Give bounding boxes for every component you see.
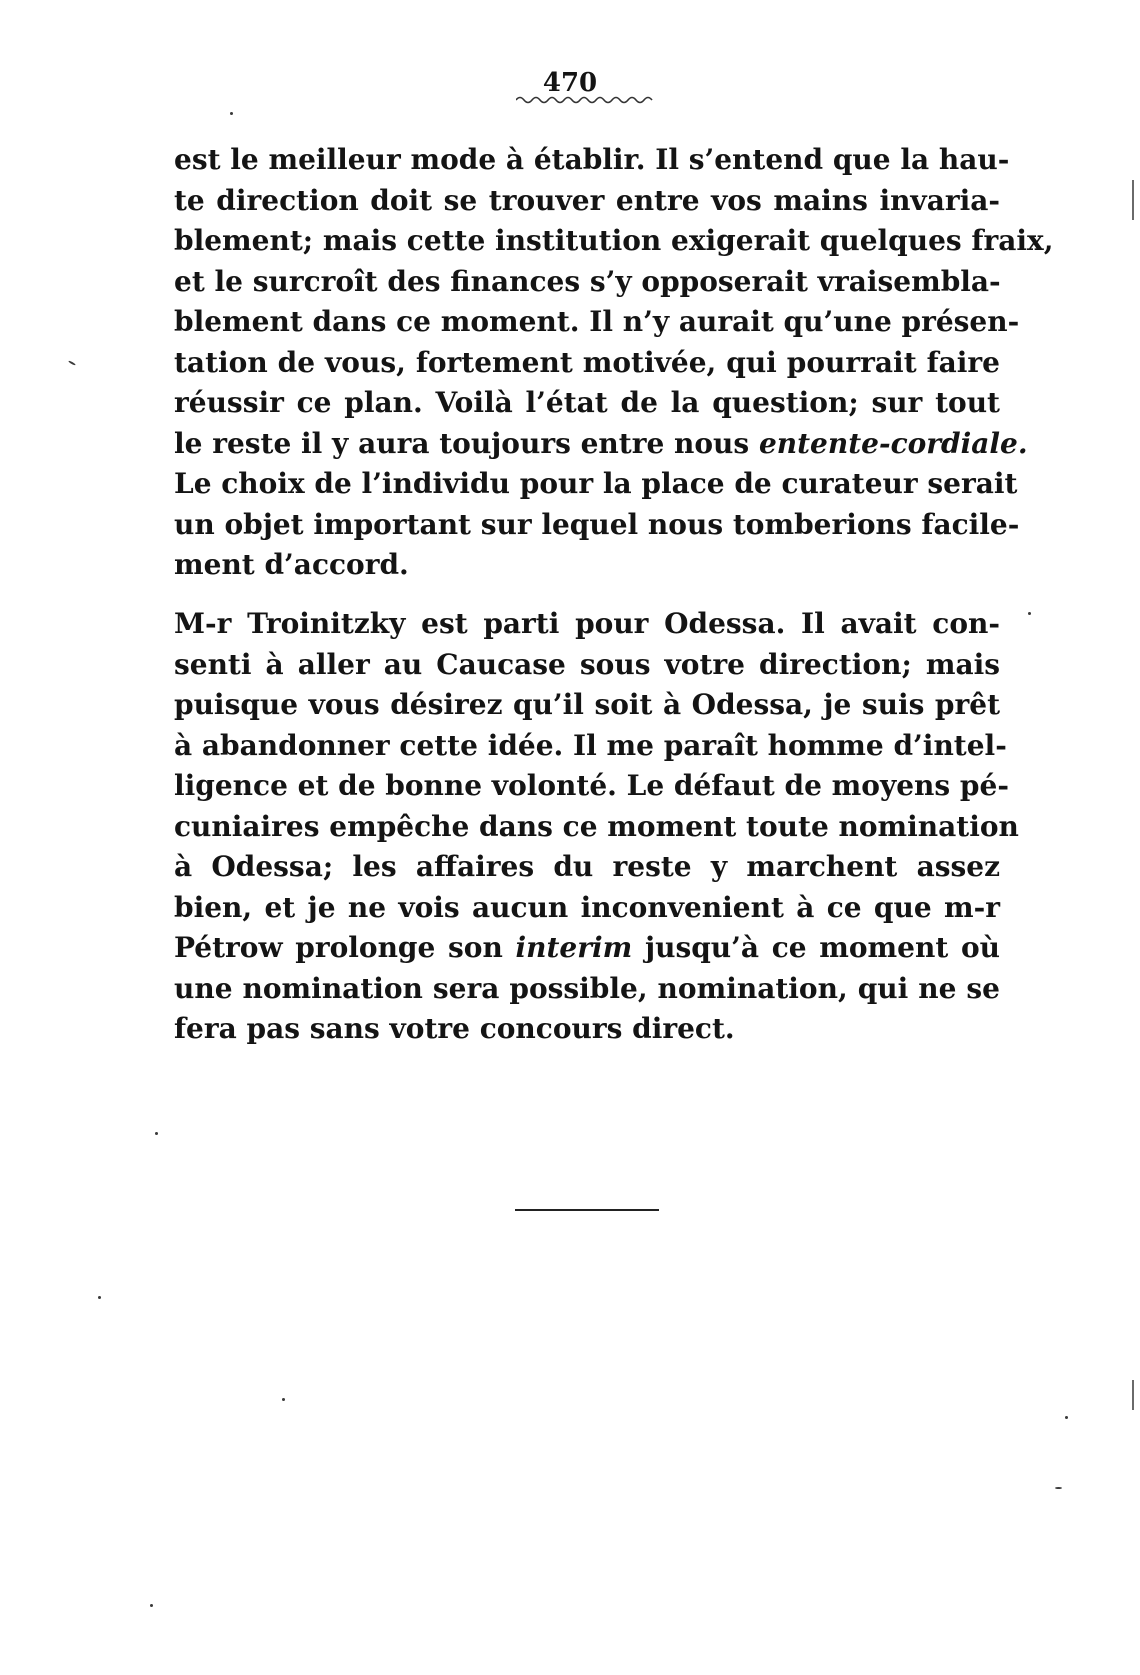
scan-speck <box>1028 612 1031 615</box>
text-line: fera pas sans votre concours direct. <box>174 1012 735 1045</box>
text-line <box>174 928 1000 969</box>
text-line: une nomination sera possible, nomination, qui ne se <box>174 971 1000 1005</box>
italic-phrase: entente-cordiale. <box>758 426 1028 460</box>
scan-edge-mark <box>1132 180 1134 220</box>
text-line: cuniaires empêche dans ce moment toute nomination <box>174 809 1019 843</box>
scan-speck <box>155 1132 158 1135</box>
scan-speck <box>98 1296 101 1299</box>
text-line: bien, et je ne vois aucun inconvenient à ce que m-r <box>174 890 1000 924</box>
scan-speck <box>230 112 233 115</box>
page-number: 470 <box>542 68 598 98</box>
paragraph-two <box>174 604 1019 1050</box>
text-line: tation de vous, fortement motivée, qui pourrait faire <box>174 345 1000 379</box>
text-line: blement dans ce moment. Il n’y aurait qu’une présen- <box>174 305 1020 338</box>
text-line: Le choix de l’individu pour la place de curateur serait <box>174 467 1018 500</box>
scan-speck <box>68 360 76 366</box>
text-line: à Odessa; les affaires du reste y marchent assez <box>174 850 1000 883</box>
scan-speck <box>282 1398 285 1401</box>
text-line: est le meilleur mode à établir. Il s’entend que la hau- <box>174 143 1010 176</box>
text-segment: jusqu’à ce moment où <box>644 931 1000 964</box>
scan-speck <box>1065 1416 1068 1419</box>
text-line: un objet important sur lequel nous tomberions facile- <box>174 507 1020 541</box>
text-line: puisque vous désirez qu’il soit à Odessa, je suis prêt <box>174 688 1000 721</box>
text-line: M-r Troinitzky est parti pour Odessa. Il avait con- <box>174 607 1000 640</box>
scan-speck <box>1055 1487 1062 1489</box>
text-segment: Pétrow prolonge son <box>174 931 503 964</box>
page-number-underline <box>516 94 656 106</box>
section-end-rule <box>515 1209 659 1211</box>
text-line: réussir ce plan. Voilà l’état de la question; sur tout <box>174 386 1000 419</box>
text-line: ligence et de bonne volonté. Le défaut de moyens pé- <box>174 769 1009 802</box>
text-line: senti à aller au Caucase sous votre direction; mais <box>174 647 1000 681</box>
scan-edge-mark <box>1132 1380 1134 1410</box>
paragraph-one <box>174 140 1054 586</box>
text-line: ment d’accord. <box>174 548 409 581</box>
text-line: et le surcroît des finances s’y opposerait vraisembla- <box>174 264 1001 298</box>
text-segment: le reste il y aura toujours entre nous <box>174 426 750 460</box>
text-line: à abandonner cette idée. Il me paraît homme d’intel- <box>174 728 1007 762</box>
scan-speck <box>150 1604 153 1607</box>
italic-word: interim <box>515 931 633 964</box>
text-line: blement; mais cette institution exigerait quelques fraix, <box>174 224 1054 257</box>
text-line <box>174 424 1028 465</box>
text-line: te direction doit se trouver entre vos mains invaria- <box>174 183 1000 217</box>
